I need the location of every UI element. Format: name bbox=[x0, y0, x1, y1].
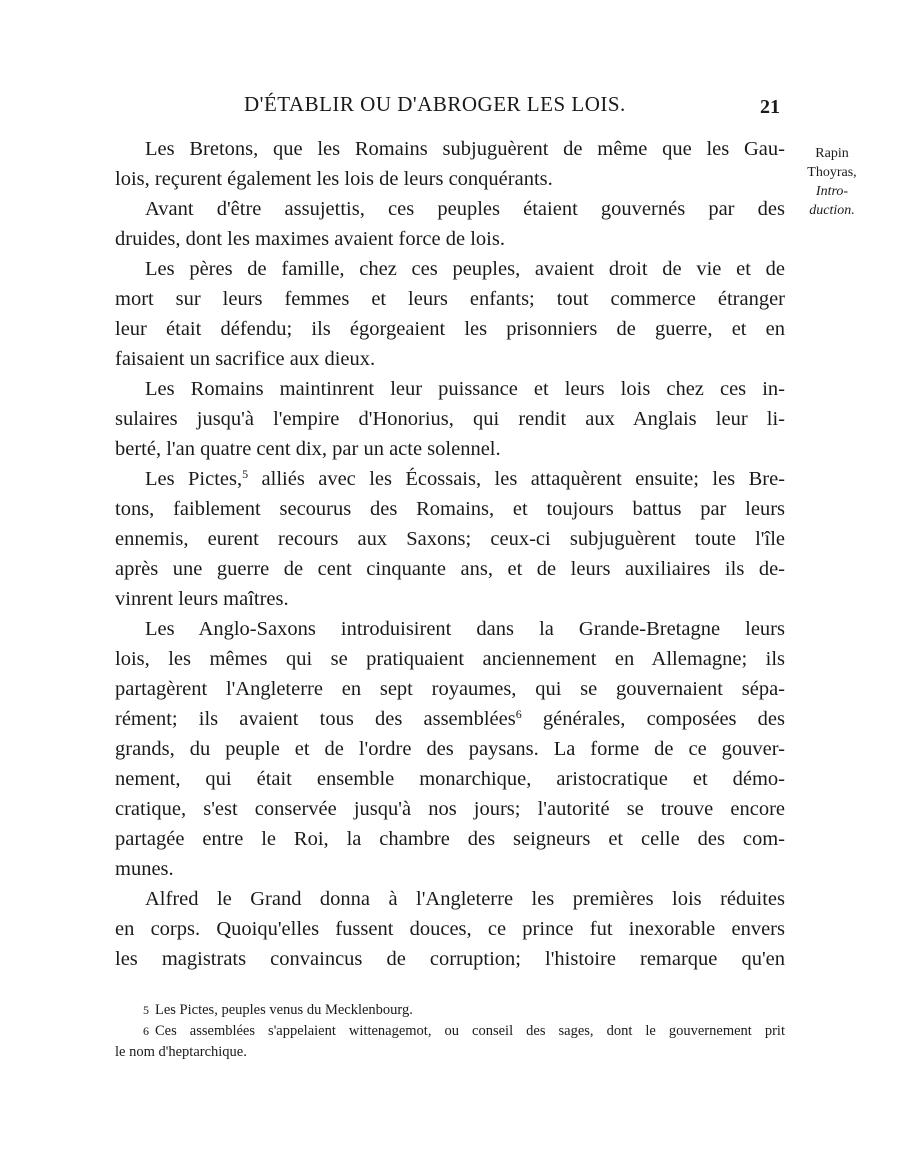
margin-note bbox=[798, 144, 866, 220]
footnote-text: Les Pictes, peuples venus du Mecklenbourg. bbox=[155, 1002, 413, 1018]
footnote-ref-6[interactable]: 6 bbox=[515, 707, 522, 721]
footnote-text: Ces assemblées s'appelaient wittenagemot, ou conseil des sages, dont le gouvernement prit bbox=[155, 1023, 785, 1039]
text-line bbox=[115, 464, 785, 494]
text-line: faisaient un sacrifice aux dieux. bbox=[115, 348, 376, 370]
text-line: mort sur leurs femmes et leurs enfants; tout commerce étranger bbox=[115, 288, 785, 310]
text-segment: rément; ils avaient tous des assemblées bbox=[115, 708, 516, 730]
text-line: Les Romains maintinrent leur puissance et leurs lois chez ces in- bbox=[145, 378, 785, 400]
text-line: les magistrats convaincus de corruption; l'histoire remarque qu'en bbox=[115, 948, 785, 970]
text-line: druides, dont les maximes avaient force de lois. bbox=[115, 228, 505, 250]
text-line: ennemis, eurent recours aux Saxons; ceux-ci subjuguèrent toute l'île bbox=[115, 528, 785, 550]
text-line: partagée entre le Roi, la chambre des seigneurs et celle des com- bbox=[115, 828, 785, 850]
text-line: Avant d'être assujettis, ces peuples étaient gouvernés par des bbox=[145, 198, 785, 220]
footnote-6-continuation: le nom d'heptarchique. bbox=[115, 1044, 247, 1060]
text-line: grands, du peuple et de l'ordre des paysans. La forme de ce gouver- bbox=[115, 738, 785, 760]
running-head: D'ÉTABLIR OU D'ABROGER LES LOIS. bbox=[244, 92, 626, 116]
text-line: berté, l'an quatre cent dix, par un acte solennel. bbox=[115, 438, 501, 460]
text-segment: Les Pictes, bbox=[145, 468, 243, 490]
text-line: tons, faiblement secourus des Romains, et toujours battus par leurs bbox=[115, 498, 785, 520]
footnote-ref-5[interactable]: 5 bbox=[242, 467, 249, 481]
footnote-5 bbox=[115, 1000, 785, 1021]
body-text bbox=[115, 134, 785, 974]
text-line: nement, qui était ensemble monarchique, aristocratique et démo- bbox=[115, 768, 785, 790]
text-line: Les Anglo-Saxons introduisirent dans la Grande-Bretagne leurs bbox=[145, 618, 785, 640]
text-line: cratique, s'est conservée jusqu'à nos jours; l'autorité se trouve encore bbox=[115, 798, 785, 820]
footnotes bbox=[115, 1000, 785, 1063]
text-line: en corps. Quoiqu'elles fussent douces, ce prince fut inexorable envers bbox=[115, 918, 785, 940]
margin-note-line: Thoyras, bbox=[807, 165, 857, 180]
text-line: leur était défendu; ils égorgeaient les prisonniers de guerre, et en bbox=[115, 318, 785, 340]
text-segment: alliés avec les Écossais, les attaquèrent ensuite; les Bre- bbox=[248, 468, 785, 490]
margin-note-line: Intro- bbox=[815, 184, 849, 199]
text-line: lois, reçurent également les lois de leurs conquérants. bbox=[115, 168, 553, 190]
text-line: sulaires jusqu'à l'empire d'Honorius, qui rendit aux Anglais leur li- bbox=[115, 408, 785, 430]
margin-note-line: Rapin bbox=[815, 146, 849, 161]
text-line: vinrent leurs maîtres. bbox=[115, 588, 289, 610]
text-line: Les Bretons, que les Romains subjuguèrent de même que les Gau- bbox=[145, 138, 785, 160]
margin-note-line: duction. bbox=[809, 203, 855, 218]
text-line: partagèrent l'Angleterre en sept royaumes, qui se gouvernaient sépa- bbox=[115, 678, 785, 700]
text-line: après une guerre de cent cinquante ans, et de leurs auxiliaires ils de- bbox=[115, 558, 785, 580]
text-line: lois, les mêmes qui se pratiquaient anciennement en Allemagne; ils bbox=[115, 648, 785, 670]
text-line: Les pères de famille, chez ces peuples, avaient droit de vie et de bbox=[145, 258, 785, 280]
text-line: munes. bbox=[115, 858, 174, 880]
text-line bbox=[115, 704, 785, 734]
text-line: Alfred le Grand donna à l'Angleterre les premières lois réduites bbox=[145, 888, 785, 910]
text-segment: générales, composées des bbox=[521, 708, 786, 730]
footnote-6 bbox=[115, 1021, 785, 1042]
page-number: 21 bbox=[760, 96, 780, 118]
footnote-number: 5 bbox=[143, 1003, 149, 1017]
footnote-number: 6 bbox=[143, 1024, 149, 1038]
